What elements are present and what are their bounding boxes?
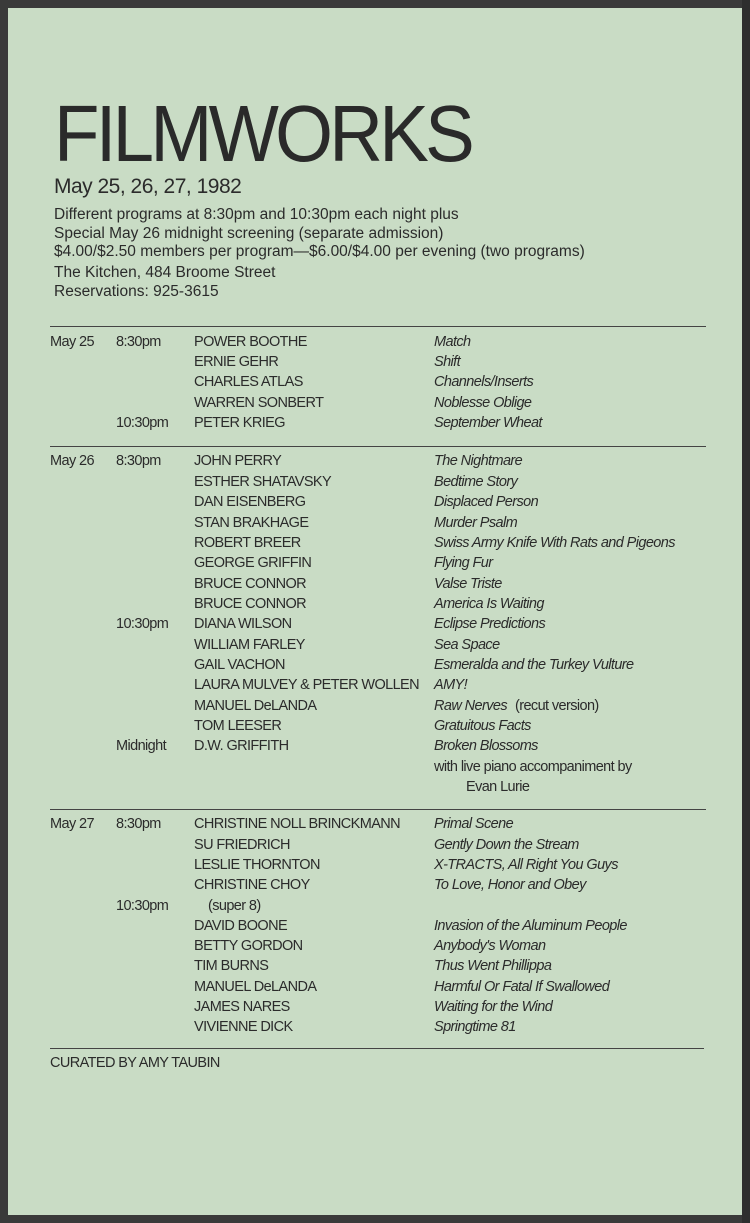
film-title: America Is Waiting xyxy=(434,596,544,612)
schedule-row xyxy=(8,395,742,415)
schedule-row xyxy=(8,1019,742,1039)
schedule-row xyxy=(8,979,742,999)
artist-name: CHRISTINE CHOY xyxy=(194,877,310,893)
artist-name: MANUEL DeLANDA xyxy=(194,979,317,995)
artist-name: POWER BOOTHE xyxy=(194,334,307,350)
schedule-row xyxy=(8,877,742,897)
film-title: Valse Triste xyxy=(434,576,502,592)
day-label: May 27 xyxy=(50,816,94,832)
artist-name: STAN BRAKHAGE xyxy=(194,515,309,531)
schedule-row xyxy=(8,837,742,857)
reservations-phone: Reservations: 925-3615 xyxy=(54,282,219,300)
venue-info xyxy=(54,264,275,301)
film-title: Displaced Person xyxy=(434,494,539,510)
film-note: with live piano accompaniment by xyxy=(434,759,632,775)
film-title: Shift xyxy=(434,354,461,370)
artist-name: TIM BURNS xyxy=(194,958,269,974)
artist-name: LESLIE THORNTON xyxy=(194,857,320,873)
film-title: Gratuitous Facts xyxy=(434,718,531,734)
film-title: Flying Fur xyxy=(434,555,493,571)
schedule-row xyxy=(8,958,742,978)
film-title: Murder Psalm xyxy=(434,515,518,531)
artist-name: ROBERT BREER xyxy=(194,535,301,551)
artist-name: WARREN SONBERT xyxy=(194,395,324,411)
info-line: Different programs at 8:30pm and 10:30pm each night plus xyxy=(54,206,459,223)
schedule-row xyxy=(8,535,742,555)
info-line: $4.00/$2.50 members per program—$6.00/$4.00 per evening (two programs) xyxy=(54,243,585,260)
artist-name: WILLIAM FARLEY xyxy=(194,637,305,653)
film-title: X-TRACTS, All Right You Guys xyxy=(434,857,618,873)
schedule-row xyxy=(8,898,742,918)
schedule-row xyxy=(8,999,742,1019)
artist-name: BRUCE CONNOR xyxy=(194,596,307,612)
schedule-row xyxy=(8,374,742,394)
schedule-row xyxy=(8,494,742,514)
film-title: Broken Blossoms xyxy=(434,738,538,754)
schedule-row xyxy=(8,415,742,435)
film-title: Swiss Army Knife With Rats and Pigeons xyxy=(434,535,675,551)
divider xyxy=(50,1048,704,1049)
curator-credit: CURATED BY AMY TAUBIN xyxy=(50,1055,220,1071)
schedule-row xyxy=(8,657,742,677)
schedule-row xyxy=(8,816,742,836)
artist-name: DAN EISENBERG xyxy=(194,494,306,510)
schedule-row xyxy=(8,698,742,718)
artist-name: BRUCE CONNOR xyxy=(194,576,307,592)
artist-name: MANUEL DeLANDA xyxy=(194,698,317,714)
artist-name: GEORGE GRIFFIN xyxy=(194,555,312,571)
day-label: May 25 xyxy=(50,334,94,350)
schedule-row xyxy=(8,354,742,374)
time-label: 8:30pm xyxy=(116,816,161,832)
film-title: Gently Down the Stream xyxy=(434,837,579,853)
artist-name: BETTY GORDON xyxy=(194,938,303,954)
schedule-row xyxy=(8,576,742,596)
artist-name: ERNIE GEHR xyxy=(194,354,279,370)
artist-name: JOHN PERRY xyxy=(194,453,282,469)
flyer-title: FILMWORKS xyxy=(54,89,472,178)
schedule-row xyxy=(8,474,742,494)
scan-border xyxy=(742,0,750,1223)
time-label: 10:30pm xyxy=(116,415,169,431)
film-title: Noblesse Oblige xyxy=(434,395,532,411)
artist-name: ESTHER SHATAVSKY xyxy=(194,474,332,490)
artist-name: CHRISTINE NOLL BRINCKMANN xyxy=(194,816,401,832)
time-label: 8:30pm xyxy=(116,334,161,350)
schedule-row xyxy=(8,938,742,958)
schedule-row xyxy=(8,759,742,779)
artist-name: CHARLES ATLAS xyxy=(194,374,303,390)
schedule-row xyxy=(8,515,742,535)
film-title: Bedtime Story xyxy=(434,474,518,490)
schedule-row xyxy=(8,857,742,877)
film-title: Channels/Inserts xyxy=(434,374,534,390)
time-label: Midnight xyxy=(116,738,167,754)
film-title: September Wheat xyxy=(434,415,542,431)
film-title: Waiting for the Wind xyxy=(434,999,553,1015)
artist-name: DIANA WILSON xyxy=(194,616,292,632)
artist-name: PETER KRIEG xyxy=(194,415,285,431)
film-title: Raw Nerves xyxy=(434,698,507,714)
schedule-row xyxy=(8,738,742,758)
event-dates: May 25, 26, 27, 1982 xyxy=(54,175,242,198)
venue-address: The Kitchen, 484 Broome Street xyxy=(54,264,276,281)
schedule-row xyxy=(8,453,742,473)
film-title: Springtime 81 xyxy=(434,1019,516,1035)
artist-name: LAURA MULVEY & PETER WOLLEN xyxy=(194,677,420,693)
time-label: 10:30pm xyxy=(116,898,169,914)
film-title: Invasion of the Aluminum People xyxy=(434,918,627,934)
info-line: Special May 26 midnight screening (separate admission) xyxy=(54,224,444,242)
schedule-row xyxy=(8,555,742,575)
artist-name: D.W. GRIFFITH xyxy=(194,738,289,754)
flyer-sheet xyxy=(8,8,742,1215)
divider xyxy=(50,809,706,810)
divider xyxy=(50,446,706,447)
schedule-row xyxy=(8,718,742,738)
film-title: Match xyxy=(434,334,471,350)
artist-name: SU FRIEDRICH xyxy=(194,837,290,853)
schedule-row xyxy=(8,918,742,938)
performer-name: Evan Lurie xyxy=(466,779,530,795)
film-title: Harmful Or Fatal If Swallowed xyxy=(434,979,610,995)
time-label: 10:30pm xyxy=(116,616,169,632)
film-title: AMY! xyxy=(434,677,468,693)
artist-name: JAMES NARES xyxy=(194,999,290,1015)
schedule-row xyxy=(8,334,742,354)
film-title: To Love, Honor and Obey xyxy=(434,877,586,893)
divider xyxy=(50,326,706,327)
film-title: Eclipse Predictions xyxy=(434,616,546,632)
artist-name: DAVID BOONE xyxy=(194,918,288,934)
artist-name: VIVIENNE DICK xyxy=(194,1019,293,1035)
schedule-row xyxy=(8,616,742,636)
schedule-row xyxy=(8,637,742,657)
day-label: May 26 xyxy=(50,453,94,469)
film-title: Esmeralda and the Turkey Vulture xyxy=(434,657,634,673)
film-title: Thus Went Phillippa xyxy=(434,958,552,974)
time-label: 8:30pm xyxy=(116,453,161,469)
artist-name: GAIL VACHON xyxy=(194,657,285,673)
schedule-row xyxy=(8,596,742,616)
format-note: (super 8) xyxy=(208,898,261,914)
schedule-row xyxy=(8,779,742,799)
film-title: The Nightmare xyxy=(434,453,523,469)
program-info xyxy=(54,206,585,262)
film-title: Primal Scene xyxy=(434,816,514,832)
film-title: Sea Space xyxy=(434,637,500,653)
film-note: (recut version) xyxy=(515,698,599,714)
film-title: Anybody's Woman xyxy=(434,938,546,954)
artist-name: TOM LEESER xyxy=(194,718,282,734)
schedule-row xyxy=(8,677,742,697)
